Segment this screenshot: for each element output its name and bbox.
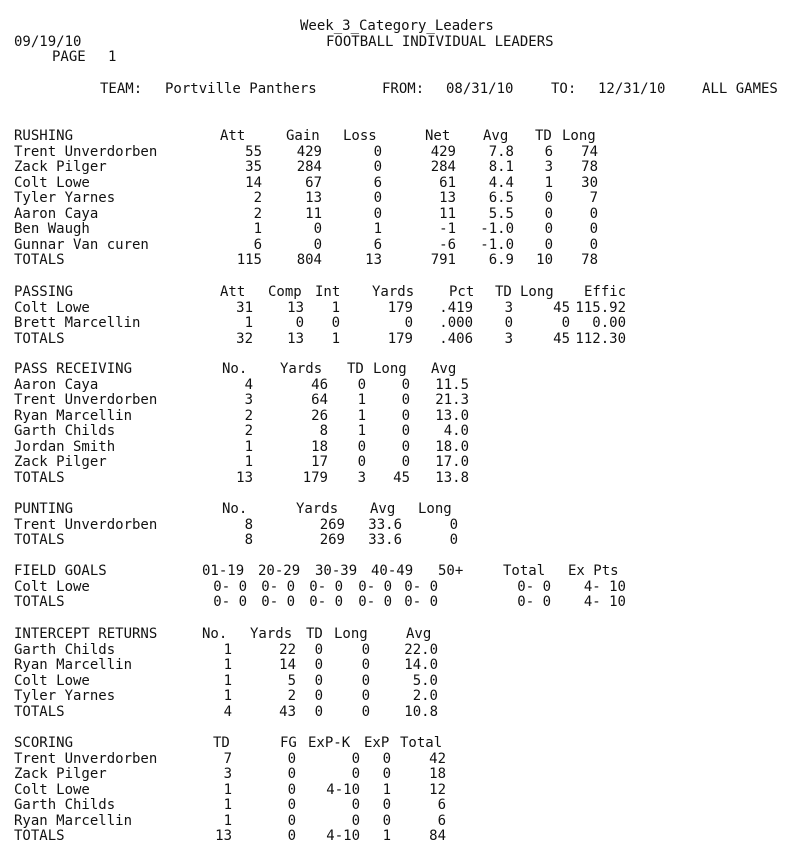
scoring-stat-cell: 4-10: [326, 782, 360, 798]
passing-column-header: TD: [495, 284, 512, 300]
rushing-player-name: Ben Waugh: [14, 221, 90, 237]
receiving-stat-cell: 26: [311, 408, 328, 424]
receiving-stat-cell: 17: [311, 454, 328, 470]
receiving-stat-cell: 1: [244, 439, 253, 455]
passing-stat-cell: 31: [236, 300, 253, 316]
field-goals-column-header: Ex Pts: [568, 563, 619, 579]
passing-stat-cell: 13: [287, 331, 304, 347]
rushing-stat-cell: 0: [589, 206, 598, 222]
scoring-stat-cell: 0: [287, 766, 296, 782]
rushing-stat-cell: 14: [245, 175, 262, 191]
rushing-stat-cell: 8.1: [488, 159, 514, 175]
scope-label: ALL GAMES: [702, 81, 778, 97]
intercept-returns-player-name: Tyler Yarnes: [14, 688, 116, 704]
rushing-stat-cell: 0: [373, 190, 382, 206]
passing-player-name: Colt Lowe: [14, 300, 90, 316]
scoring-column-header: TD: [213, 735, 230, 751]
field-goals-column-header: 50+: [438, 563, 464, 579]
punting-stat-cell: 33.6: [368, 532, 402, 548]
receiving-stat-cell: 1: [357, 392, 366, 408]
passing-stat-cell: 32: [236, 331, 253, 347]
punting-stat-cell: 0: [449, 517, 458, 533]
rushing-stat-cell: 55: [245, 144, 262, 160]
receiving-stat-cell: 1: [244, 454, 253, 470]
scoring-totals-label: TOTALS: [14, 828, 65, 844]
intercept-returns-totals-label: TOTALS: [14, 704, 65, 720]
rushing-stat-cell: 1: [373, 221, 382, 237]
intercept-returns-stat-cell: 0: [314, 688, 323, 704]
receiving-player-name: Zack Pilger: [14, 454, 107, 470]
receiving-stat-cell: 4: [244, 377, 253, 393]
rushing-stat-cell: 6: [544, 144, 553, 160]
receiving-stat-cell: 1: [357, 423, 366, 439]
field-goals-stat-cell: 4- 10: [583, 594, 626, 610]
field-goals-column-header: 40-49: [371, 563, 414, 579]
rushing-stat-cell: 6: [373, 175, 382, 191]
receiving-stat-cell: 0: [357, 377, 366, 393]
receiving-column-header: Avg: [431, 361, 457, 377]
report-name: Week_3_Category_Leaders: [300, 18, 494, 34]
passing-stat-cell: 0.00: [592, 315, 626, 331]
scoring-stat-cell: 0: [382, 813, 391, 829]
receiving-column-header: No.: [222, 361, 248, 377]
passing-column-header: Att: [220, 284, 246, 300]
field-goals-stat-cell: 0- 0: [261, 579, 295, 595]
rushing-stat-cell: 30: [581, 175, 598, 191]
field-goals-player-name: Colt Lowe: [14, 579, 90, 595]
intercept-returns-player-name: Garth Childs: [14, 642, 116, 658]
field-goals-stat-cell: 0- 0: [517, 594, 551, 610]
punting-column-header: No.: [222, 501, 248, 517]
receiving-stat-cell: 13.0: [435, 408, 469, 424]
punting-stat-cell: 8: [244, 532, 253, 548]
rushing-stat-cell: 3: [544, 159, 553, 175]
rushing-stat-cell: 115: [236, 252, 262, 268]
scoring-player-name: Zack Pilger: [14, 766, 107, 782]
receiving-stat-cell: 8: [319, 423, 328, 439]
intercept-returns-stat-cell: 22: [279, 642, 296, 658]
receiving-stat-cell: 0: [401, 423, 410, 439]
intercept-returns-stat-cell: 1: [223, 642, 232, 658]
intercept-returns-stat-cell: 1: [223, 688, 232, 704]
receiving-stat-cell: 3: [244, 392, 253, 408]
receiving-stat-cell: 2: [244, 423, 253, 439]
field-goals-stat-cell: 0- 0: [517, 579, 551, 595]
punting-stat-cell: 0: [449, 532, 458, 548]
passing-column-header: Yards: [372, 284, 415, 300]
receiving-title: PASS RECEIVING: [14, 361, 133, 377]
intercept-returns-stat-cell: 0: [361, 657, 370, 673]
field-goals-stat-cell: 4- 10: [583, 579, 626, 595]
receiving-player-name: Jordan Smith: [14, 439, 116, 455]
intercept-returns-title: INTERCEPT RETURNS: [14, 626, 158, 642]
scoring-stat-cell: 0: [287, 797, 296, 813]
team-name: Portville Panthers: [165, 81, 317, 97]
passing-stat-cell: 1: [331, 331, 340, 347]
passing-stat-cell: 112.30: [575, 331, 626, 347]
receiving-stat-cell: 13: [236, 470, 253, 486]
passing-column-header: Long: [520, 284, 554, 300]
intercept-returns-player-name: Ryan Marcellin: [14, 657, 133, 673]
passing-totals-label: TOTALS: [14, 331, 65, 347]
field-goals-stat-cell: 0- 0: [404, 594, 438, 610]
punting-stat-cell: 8: [244, 517, 253, 533]
scoring-stat-cell: 1: [223, 782, 232, 798]
report-title: FOOTBALL INDIVIDUAL LEADERS: [326, 34, 554, 50]
scoring-stat-cell: 0: [351, 766, 360, 782]
passing-stat-cell: .406: [439, 331, 473, 347]
passing-stat-cell: 0: [404, 315, 413, 331]
intercept-returns-column-header: Avg: [406, 626, 432, 642]
receiving-stat-cell: 0: [401, 392, 410, 408]
rushing-stat-cell: 1: [544, 175, 553, 191]
receiving-stat-cell: 13.8: [435, 470, 469, 486]
scoring-stat-cell: 1: [382, 782, 391, 798]
field-goals-column-header: Total: [503, 563, 546, 579]
scoring-stat-cell: 0: [382, 766, 391, 782]
passing-stat-cell: 0: [331, 315, 340, 331]
scoring-stat-cell: 1: [223, 813, 232, 829]
passing-stat-cell: 3: [504, 331, 513, 347]
scoring-stat-cell: 0: [382, 797, 391, 813]
scoring-stat-cell: 0: [351, 813, 360, 829]
intercept-returns-stat-cell: 0: [361, 688, 370, 704]
rushing-stat-cell: 11: [439, 206, 456, 222]
rushing-stat-cell: 13: [365, 252, 382, 268]
receiving-stat-cell: 18.0: [435, 439, 469, 455]
receiving-totals-label: TOTALS: [14, 470, 65, 486]
rushing-stat-cell: 11: [305, 206, 322, 222]
rushing-column-header: Long: [562, 128, 596, 144]
rushing-stat-cell: -6: [439, 237, 456, 253]
receiving-player-name: Garth Childs: [14, 423, 116, 439]
receiving-player-name: Ryan Marcellin: [14, 408, 133, 424]
scoring-stat-cell: 6: [437, 813, 446, 829]
scoring-stat-cell: 84: [429, 828, 446, 844]
intercept-returns-column-header: No.: [202, 626, 228, 642]
intercept-returns-player-name: Colt Lowe: [14, 673, 90, 689]
rushing-stat-cell: 5.5: [488, 206, 514, 222]
rushing-stat-cell: 804: [296, 252, 322, 268]
scoring-stat-cell: 42: [429, 751, 446, 767]
to-date: 12/31/10: [598, 81, 666, 97]
rushing-stat-cell: 0: [313, 221, 322, 237]
rushing-player-name: Tyler Yarnes: [14, 190, 116, 206]
passing-stat-cell: 0: [295, 315, 304, 331]
rushing-column-header: Gain: [286, 128, 320, 144]
intercept-returns-stat-cell: 0: [314, 657, 323, 673]
rushing-stat-cell: 7: [589, 190, 598, 206]
passing-stat-cell: 0: [504, 315, 513, 331]
intercept-returns-stat-cell: 0: [361, 704, 370, 720]
scoring-stat-cell: 0: [287, 782, 296, 798]
receiving-stat-cell: 2: [244, 408, 253, 424]
scoring-column-header: Total: [400, 735, 443, 751]
receiving-stat-cell: 21.3: [435, 392, 469, 408]
rushing-stat-cell: 0: [589, 237, 598, 253]
intercept-returns-stat-cell: 43: [279, 704, 296, 720]
field-goals-stat-cell: 0- 0: [309, 579, 343, 595]
rushing-stat-cell: 6: [253, 237, 262, 253]
receiving-player-name: Trent Unverdorben: [14, 392, 158, 408]
from-date: 08/31/10: [446, 81, 514, 97]
rushing-column-header: Net: [425, 128, 451, 144]
field-goals-stat-cell: 0- 0: [261, 594, 295, 610]
passing-title: PASSING: [14, 284, 74, 300]
receiving-player-name: Aaron Caya: [14, 377, 99, 393]
intercept-returns-stat-cell: 5: [287, 673, 296, 689]
rushing-stat-cell: 6: [373, 237, 382, 253]
rushing-stat-cell: 4.4: [488, 175, 514, 191]
rushing-stat-cell: 2: [253, 190, 262, 206]
intercept-returns-stat-cell: 0: [361, 673, 370, 689]
punting-title: PUNTING: [14, 501, 74, 517]
rushing-column-header: TD: [535, 128, 552, 144]
scoring-stat-cell: 0: [382, 751, 391, 767]
rushing-stat-cell: 61: [439, 175, 456, 191]
field-goals-column-header: 30-39: [315, 563, 358, 579]
passing-stat-cell: 179: [387, 300, 413, 316]
scoring-column-header: FG: [280, 735, 297, 751]
receiving-stat-cell: 3: [357, 470, 366, 486]
rushing-title: RUSHING: [14, 128, 74, 144]
scoring-stat-cell: 1: [223, 797, 232, 813]
punting-stat-cell: 269: [319, 532, 345, 548]
field-goals-column-header: 20-29: [258, 563, 301, 579]
intercept-returns-stat-cell: 0: [314, 704, 323, 720]
scoring-column-header: ExP: [364, 735, 390, 751]
passing-player-name: Brett Marcellin: [14, 315, 141, 331]
rushing-stat-cell: 67: [305, 175, 322, 191]
page-number: 1: [108, 49, 117, 65]
rushing-stat-cell: 0: [373, 159, 382, 175]
intercept-returns-stat-cell: 14.0: [404, 657, 438, 673]
intercept-returns-stat-cell: 14: [279, 657, 296, 673]
rushing-stat-cell: 284: [430, 159, 456, 175]
scoring-player-name: Garth Childs: [14, 797, 116, 813]
rushing-stat-cell: 0: [373, 206, 382, 222]
rushing-stat-cell: 0: [544, 221, 553, 237]
punting-stat-cell: 269: [319, 517, 345, 533]
rushing-stat-cell: 429: [296, 144, 322, 160]
rushing-stat-cell: 74: [581, 144, 598, 160]
rushing-stat-cell: -1: [439, 221, 456, 237]
rushing-player-name: Colt Lowe: [14, 175, 90, 191]
intercept-returns-stat-cell: 5.0: [412, 673, 438, 689]
passing-column-header: Int: [315, 284, 341, 300]
rushing-stat-cell: 6.9: [488, 252, 514, 268]
intercept-returns-stat-cell: 22.0: [404, 642, 438, 658]
scoring-stat-cell: 6: [437, 797, 446, 813]
scoring-stat-cell: 0: [287, 828, 296, 844]
field-goals-stat-cell: 0- 0: [213, 594, 247, 610]
receiving-stat-cell: 17.0: [435, 454, 469, 470]
rushing-stat-cell: 13: [305, 190, 322, 206]
field-goals-stat-cell: 0- 0: [309, 594, 343, 610]
passing-stat-cell: 45: [553, 300, 570, 316]
receiving-column-header: Long: [373, 361, 407, 377]
passing-stat-cell: 1: [331, 300, 340, 316]
from-label: FROM:: [382, 81, 425, 97]
rushing-stat-cell: 7.8: [488, 144, 514, 160]
rushing-column-header: Avg: [483, 128, 509, 144]
passing-stat-cell: 3: [504, 300, 513, 316]
receiving-column-header: Yards: [280, 361, 323, 377]
rushing-stat-cell: 0: [544, 237, 553, 253]
rushing-stat-cell: 78: [581, 159, 598, 175]
receiving-stat-cell: 45: [393, 470, 410, 486]
passing-stat-cell: .419: [439, 300, 473, 316]
page-label: PAGE: [52, 49, 86, 65]
receiving-stat-cell: 179: [302, 470, 328, 486]
rushing-stat-cell: 0: [544, 206, 553, 222]
rushing-stat-cell: 35: [245, 159, 262, 175]
intercept-returns-stat-cell: 10.8: [404, 704, 438, 720]
rushing-stat-cell: 284: [296, 159, 322, 175]
punting-totals-label: TOTALS: [14, 532, 65, 548]
scoring-stat-cell: 13: [215, 828, 232, 844]
punting-column-header: Avg: [370, 501, 396, 517]
scoring-title: SCORING: [14, 735, 74, 751]
passing-stat-cell: 45: [553, 331, 570, 347]
scoring-stat-cell: 1: [382, 828, 391, 844]
rushing-stat-cell: 10: [536, 252, 553, 268]
field-goals-stat-cell: 0- 0: [358, 579, 392, 595]
intercept-returns-stat-cell: 1: [223, 673, 232, 689]
intercept-returns-stat-cell: 2: [287, 688, 296, 704]
punting-player-name: Trent Unverdorben: [14, 517, 158, 533]
rushing-player-name: Trent Unverdorben: [14, 144, 158, 160]
intercept-returns-stat-cell: 0: [314, 642, 323, 658]
passing-column-header: Pct: [449, 284, 475, 300]
field-goals-column-header: 01-19: [202, 563, 245, 579]
team-label: TEAM:: [100, 81, 143, 97]
passing-stat-cell: 13: [287, 300, 304, 316]
rushing-stat-cell: 791: [430, 252, 456, 268]
scoring-stat-cell: 4-10: [326, 828, 360, 844]
receiving-stat-cell: 1: [357, 408, 366, 424]
scoring-stat-cell: 0: [351, 751, 360, 767]
scoring-stat-cell: 18: [429, 766, 446, 782]
scoring-stat-cell: 3: [223, 766, 232, 782]
rushing-stat-cell: 78: [581, 252, 598, 268]
scoring-stat-cell: 0: [287, 813, 296, 829]
receiving-stat-cell: 0: [401, 377, 410, 393]
scoring-stat-cell: 7: [223, 751, 232, 767]
report-date: 09/19/10: [14, 34, 82, 50]
intercept-returns-stat-cell: 0: [361, 642, 370, 658]
rushing-stat-cell: 0: [589, 221, 598, 237]
receiving-stat-cell: 0: [401, 408, 410, 424]
receiving-stat-cell: 0: [357, 454, 366, 470]
rushing-player-name: Gunnar Van curen: [14, 237, 149, 253]
rushing-stat-cell: 0: [313, 237, 322, 253]
passing-stat-cell: 0: [561, 315, 570, 331]
passing-stat-cell: 115.92: [575, 300, 626, 316]
passing-stat-cell: .000: [439, 315, 473, 331]
rushing-stat-cell: 6.5: [488, 190, 514, 206]
intercept-returns-stat-cell: 1: [223, 657, 232, 673]
rushing-player-name: Zack Pilger: [14, 159, 107, 175]
field-goals-totals-label: TOTALS: [14, 594, 65, 610]
field-goals-title: FIELD GOALS: [14, 563, 107, 579]
punting-column-header: Yards: [296, 501, 339, 517]
intercept-returns-column-header: Long: [334, 626, 368, 642]
scoring-stat-cell: 0: [351, 797, 360, 813]
rushing-stat-cell: 429: [430, 144, 456, 160]
scoring-player-name: Ryan Marcellin: [14, 813, 133, 829]
intercept-returns-stat-cell: 0: [314, 673, 323, 689]
rushing-stat-cell: 13: [439, 190, 456, 206]
rushing-stat-cell: 0: [373, 144, 382, 160]
rushing-stat-cell: 1: [253, 221, 262, 237]
field-goals-stat-cell: 0- 0: [404, 579, 438, 595]
field-goals-stat-cell: 0- 0: [358, 594, 392, 610]
intercept-returns-column-header: TD: [306, 626, 323, 642]
receiving-stat-cell: 0: [357, 439, 366, 455]
rushing-stat-cell: 2: [253, 206, 262, 222]
rushing-totals-label: TOTALS: [14, 252, 65, 268]
scoring-player-name: Colt Lowe: [14, 782, 90, 798]
field-goals-stat-cell: 0- 0: [213, 579, 247, 595]
passing-stat-cell: 1: [244, 315, 253, 331]
rushing-player-name: Aaron Caya: [14, 206, 99, 222]
rushing-column-header: Att: [220, 128, 246, 144]
receiving-stat-cell: 0: [401, 439, 410, 455]
receiving-stat-cell: 11.5: [435, 377, 469, 393]
punting-column-header: Long: [418, 501, 452, 517]
receiving-stat-cell: 18: [311, 439, 328, 455]
receiving-stat-cell: 0: [401, 454, 410, 470]
rushing-column-header: Loss: [343, 128, 377, 144]
passing-stat-cell: 179: [387, 331, 413, 347]
scoring-player-name: Trent Unverdorben: [14, 751, 158, 767]
rushing-stat-cell: 0: [544, 190, 553, 206]
scoring-stat-cell: 0: [287, 751, 296, 767]
passing-column-header: Comp: [268, 284, 302, 300]
intercept-returns-stat-cell: 2.0: [412, 688, 438, 704]
scoring-stat-cell: 12: [429, 782, 446, 798]
to-label: TO:: [551, 81, 577, 97]
intercept-returns-column-header: Yards: [250, 626, 293, 642]
rushing-stat-cell: -1.0: [480, 237, 514, 253]
receiving-stat-cell: 46: [311, 377, 328, 393]
intercept-returns-stat-cell: 4: [223, 704, 232, 720]
rushing-stat-cell: -1.0: [480, 221, 514, 237]
receiving-column-header: TD: [347, 361, 364, 377]
punting-stat-cell: 33.6: [368, 517, 402, 533]
receiving-stat-cell: 64: [311, 392, 328, 408]
scoring-column-header: ExP-K: [308, 735, 351, 751]
passing-column-header: Effic: [584, 284, 627, 300]
receiving-stat-cell: 4.0: [443, 423, 469, 439]
